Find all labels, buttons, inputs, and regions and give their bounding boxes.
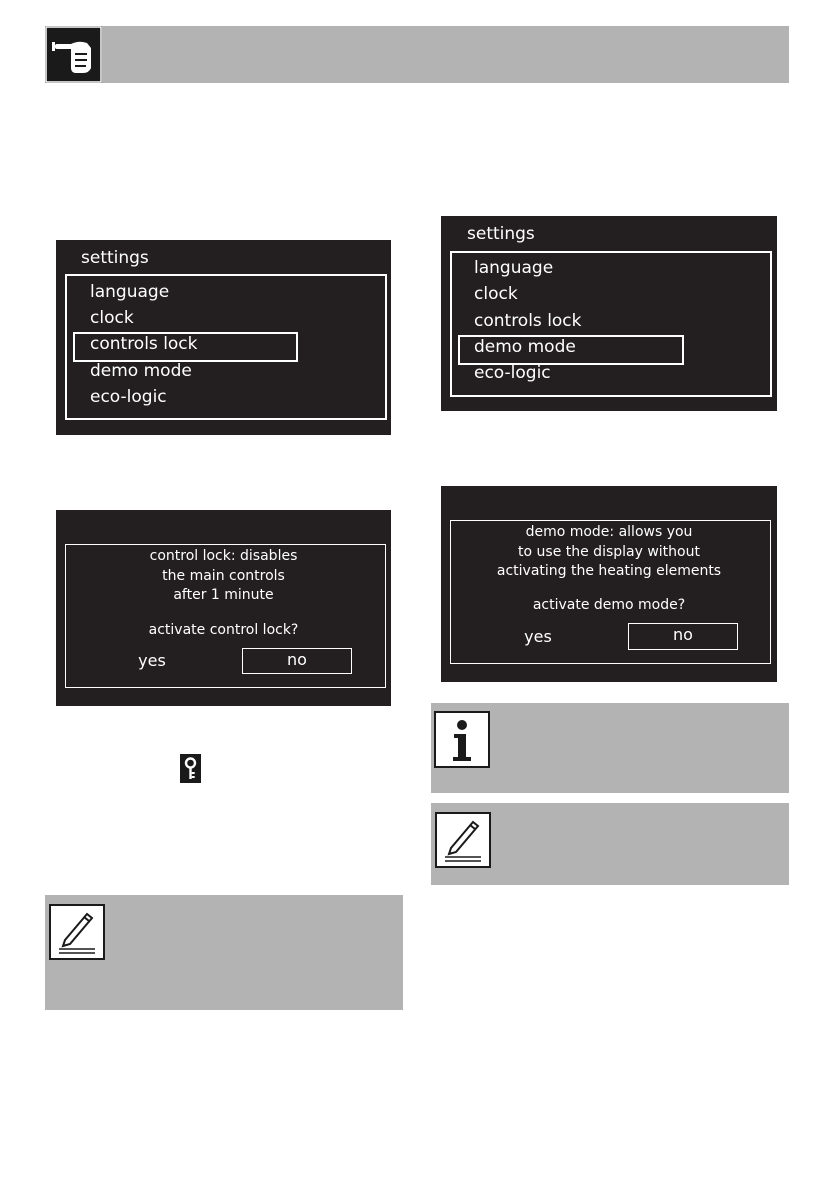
- dialog-message-line: control lock: disables: [149, 548, 298, 564]
- no-option[interactable]: no: [242, 648, 352, 674]
- menu-item-eco-logic[interactable]: eco-logic: [474, 363, 551, 383]
- yes-option[interactable]: yes: [138, 651, 166, 670]
- menu-item-eco-logic[interactable]: eco-logic: [90, 387, 167, 407]
- dialog-message-line: the main controls: [162, 568, 285, 584]
- no-option[interactable]: no: [628, 623, 738, 650]
- menu-item-controls-lock[interactable]: controls lock: [474, 311, 582, 331]
- right-settings-screen: [441, 216, 777, 411]
- dialog-message-line: to use the display without: [518, 544, 700, 560]
- note-pencil-icon: [49, 904, 105, 960]
- info-icon: [434, 711, 490, 768]
- pointing-hand-icon: [45, 26, 102, 83]
- note-pencil-icon: [435, 812, 491, 868]
- yes-option[interactable]: yes: [524, 627, 552, 646]
- settings-title: settings: [467, 224, 535, 244]
- key-icon: [180, 754, 201, 783]
- menu-item-demo-mode[interactable]: demo mode: [90, 361, 192, 381]
- demo-mode-dialog-screen: [441, 486, 777, 682]
- menu-item-demo-mode[interactable]: demo mode: [474, 337, 576, 357]
- header-bar: [45, 26, 789, 83]
- dialog-message-line: activating the heating elements: [496, 563, 722, 579]
- control-lock-dialog-screen: [56, 510, 391, 706]
- menu-item-language[interactable]: language: [90, 282, 170, 302]
- left-settings-screen: [56, 240, 391, 435]
- menu-item-controls-lock[interactable]: controls lock: [90, 334, 198, 354]
- menu-item-language[interactable]: language: [474, 258, 554, 278]
- dialog-message-line: after 1 minute: [173, 587, 274, 603]
- menu-item-clock[interactable]: clock: [474, 284, 518, 304]
- dialog-question: activate control lock?: [148, 622, 299, 638]
- menu-item-clock[interactable]: clock: [90, 308, 134, 328]
- dialog-message-line: demo mode: allows you: [525, 524, 693, 540]
- settings-title: settings: [81, 248, 149, 268]
- dialog-question: activate demo mode?: [532, 597, 686, 613]
